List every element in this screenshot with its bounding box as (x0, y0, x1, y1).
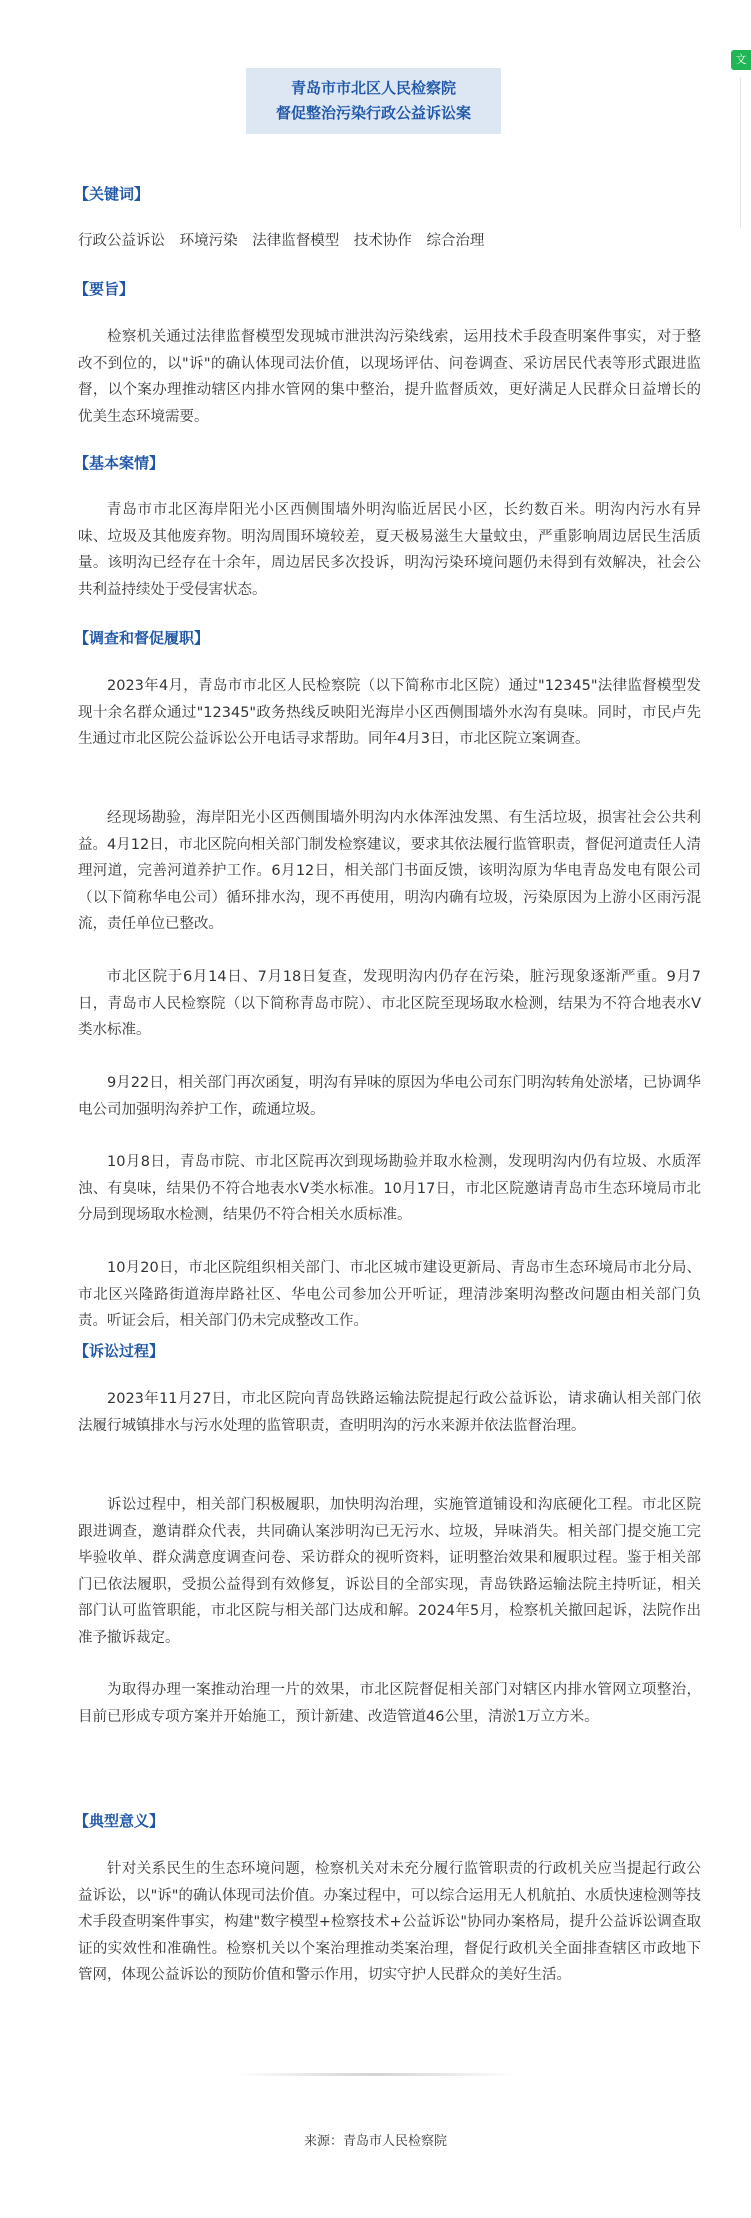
source-line: 来源：青岛市人民检察院 (303, 2134, 447, 2149)
investigation-heading: 【调查和督促履职】 (74, 629, 210, 647)
investigation-paragraph: 市北区院于6月14日、7月18日复查，发现明沟内仍存在污染，脏污现象逐渐严重。9月7日，青岛市人民检察院（以下简称青岛市院）、市北区院至现场取水检测，结果为不符合地表水V类水标准。 (78, 969, 701, 1038)
article-title-line1: 青岛市市北区人民检察院 (290, 79, 456, 97)
side-scroll-track (740, 78, 741, 228)
investigation-paragraph: 经现场勘验，海岸阳光小区西侧围墙外明沟内水体浑浊发黑、有生活垃圾，损害社会公共利益。4月12日，市北区院向相关部门制发检察建议，要求其依法履行监管职责，督促河道责任人清理河道，完善河道养护工作。6月12日，相关部门书面反馈，该明沟原为华电青岛发电有限公司（以下简称华电公司）循环排水沟，现不再使用，明沟内确有垃圾，污染原因为上游小区雨污混流，责任单位已整改。 (78, 810, 701, 932)
investigation-paragraph: 10月8日，青岛市院、市北区院再次到现场勘验并取水检测，发现明沟内仍有垃圾、水质浑浊、有臭味，结果仍不符合地表水V类水标准。10月17日，市北区院邀请青岛市生态环境局市北分局到现场取水检测，结果仍不符合相关水质标准。 (78, 1154, 701, 1223)
summary-paragraph: 检察机关通过法律监督模型发现城市泄洪沟污染线索，运用技术手段查明案件事实，对于整改不到位的，以"诉"的确认体现司法价值，以现场评估、问卷调查、采访居民代表等形式跟进监督，以个案办理推动辖区内排水管网的集中整治，提升监督质效，更好满足人民群众日益增长的优美生态环境需要。 (78, 329, 701, 425)
litigation-paragraph: 为取得办理一案推动治理一片的效果，市北区院督促相关部门对辖区内排水管网立项整治，目前已形成专项方案并开始施工，预计新建、改造管道46公里，清淤1万立方米。 (78, 1682, 701, 1725)
basic-facts-heading: 【基本案情】 (74, 454, 165, 472)
keywords-list (78, 230, 494, 252)
keyword-item: 行政公益诉讼 (78, 233, 165, 249)
litigation-paragraph: 诉讼过程中，相关部门积极履职，加快明沟治理，实施管道铺设和沟底硬化工程。市北区院跟进调查，邀请群众代表，共同确认案涉明沟已无污水、垃圾，异味消失。相关部门提交施工完毕验收单、群众满意度调查问卷、采访群众的视听资料，证明整治效果和履职过程。鉴于相关部门已依法履职，受损公益得到有效修复，诉讼目的全部实现，青岛铁路运输法院主持听证，相关部门认可监管职能，市北区院与相关部门达成和解。2024年5月，检察机关撤回起诉，法院作出准予撤诉裁定。 (78, 1497, 701, 1646)
side-tab-button[interactable]: 文 (731, 50, 751, 70)
keyword-item: 法律监督模型 (252, 233, 340, 249)
article-title-box (246, 68, 501, 134)
keyword-item: 环境污染 (179, 233, 238, 249)
significance-heading: 【典型意义】 (74, 1812, 165, 1830)
summary-heading: 【要旨】 (74, 280, 135, 298)
significance-paragraph: 针对关系民生的生态环境问题，检察机关对未充分履行监管职责的行政机关应当提起行政公益诉讼，以"诉"的确认体现司法价值。办案过程中，可以综合运用无人机航拍、水质快速检测等技术手段查明案件事实，构建"数字模型+检察技术+公益诉讼"协同办案格局，提升公益诉讼调查取证的实效性和准确性。检察机关以个案治理推动类案治理，督促行政机关全面排查辖区市政地下管网，体现公益诉讼的预防价值和警示作用，切实守护人民群众的美好生活。 (78, 1861, 701, 1983)
litigation-paragraph: 2023年11月27日，市北区院向青岛铁路运输法院提起行政公益诉讼，请求确认相关部门依法履行城镇排水与污水处理的监管职责，查明明沟的污水来源并依法监督治理。 (78, 1391, 701, 1434)
keyword-item: 综合治理 (426, 233, 485, 249)
litigation-heading: 【诉讼过程】 (74, 1342, 165, 1360)
keyword-item: 技术协作 (353, 233, 412, 249)
keywords-heading: 【关键词】 (74, 185, 150, 203)
footer-divider (236, 2073, 515, 2076)
investigation-paragraph: 9月22日，相关部门再次函复，明沟有异味的原因为华电公司东门明沟转角处淤堵，已协调华电公司加强明沟养护工作，疏通垃圾。 (78, 1075, 701, 1118)
investigation-paragraph: 2023年4月，青岛市市北区人民检察院（以下简称市北区院）通过"12345"法律监督模型发现十余名群众通过"12345"政务热线反映阳光海岸小区西侧围墙外水沟有臭味。同时，市民卢先生通过市北区院公益诉讼公开电话寻求帮助。同年4月3日，市北区院立案调查。 (78, 678, 701, 747)
article-title-line2: 督促整治污染行政公益诉讼案 (275, 104, 471, 122)
investigation-paragraph: 10月20日，市北区院组织相关部门、市北区城市建设更新局、青岛市生态环境局市北分局、市北区兴隆路街道海岸路社区、华电公司参加公开听证，理清涉案明沟整改问题由相关部门负责。听证会后，相关部门仍未完成整改工作。 (78, 1260, 701, 1329)
basic-facts-paragraph: 青岛市市北区海岸阳光小区西侧围墙外明沟临近居民小区，长约数百米。明沟内污水有异味、垃圾及其他废弃物。明沟周围环境较差，夏天极易滋生大量蚊虫，严重影响周边居民生活质量。该明沟已经存在十余年，周边居民多次投诉，明沟污染环境问题仍未得到有效解决，社会公共利益持续处于受侵害状态。 (78, 502, 701, 598)
